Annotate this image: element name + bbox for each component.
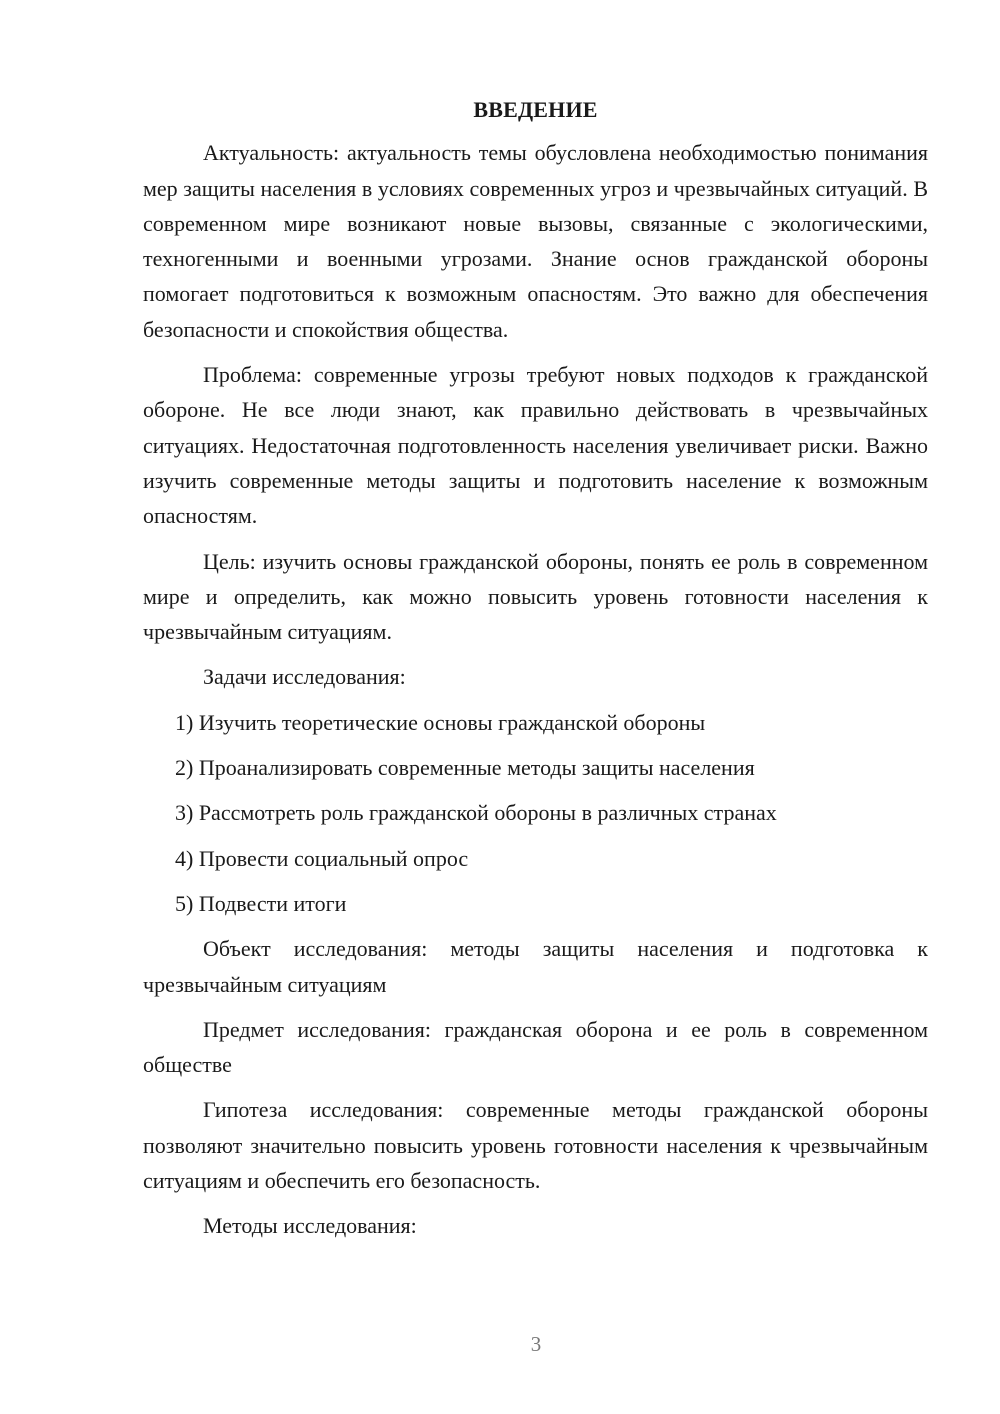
paragraph-goal: Цель: изучить основы гражданской обороны, понять ее роль в современном мире и определить, как можно повысить уровень готовности населения к чрезвычайным ситуациям. (143, 548, 928, 645)
paragraph-subject: Предмет исследования: гражданская оборона и ее роль в современном обществе (143, 1016, 928, 1078)
paragraph-relevance: Актуальность: актуальность темы обусловлена необходимостью понимания мер защиты населения в условиях современных угроз и чрезвычайных ситуаций. В современном мире возникают новые вызовы, связанные с экологическими, техногенными и военными угрозами. Знание основ гражданской обороны помогает подготовиться к возможным опасностям. Это важно для обеспечения безопасности и спокойствия общества. (143, 140, 928, 342)
paragraph-object: Объект исследования: методы защиты населения и подготовка к чрезвычайным ситуациям (143, 936, 928, 997)
task-item: 5) Подвести итоги (175, 890, 347, 916)
task-item: 2) Проанализировать современные методы защиты населения (175, 755, 755, 781)
task-item: 3) Рассмотреть роль гражданской обороны в различных странах (175, 800, 777, 826)
paragraph-hypothesis: Гипотеза исследования: современные методы гражданской обороны позволяют значительно повысить уровень готовности населения к чрезвычайным ситуациям и обеспечить его безопасность. (143, 1097, 928, 1194)
paragraph-problem: Проблема: современные угрозы требуют новых подходов к гражданской обороне. Не все люди знают, как правильно действовать в чрезвычайных ситуациях. Недостаточная подготовленность населения увеличивает риски. Важно изучить современные методы защиты и подготовить население к возможным опасностям. (143, 362, 928, 529)
page-content (143, 92, 928, 1254)
task-item: 1) Изучить теоретические основы гражданской обороны (175, 709, 706, 735)
methods-label: Методы исследования: (203, 1213, 417, 1239)
tasks-label: Задачи исследования: (203, 664, 406, 690)
section-title: ВВЕДЕНИЕ (473, 97, 598, 122)
task-item: 4) Провести социальный опрос (175, 845, 469, 871)
page-number: 3 (530, 1332, 542, 1356)
tasks-list (143, 705, 928, 921)
